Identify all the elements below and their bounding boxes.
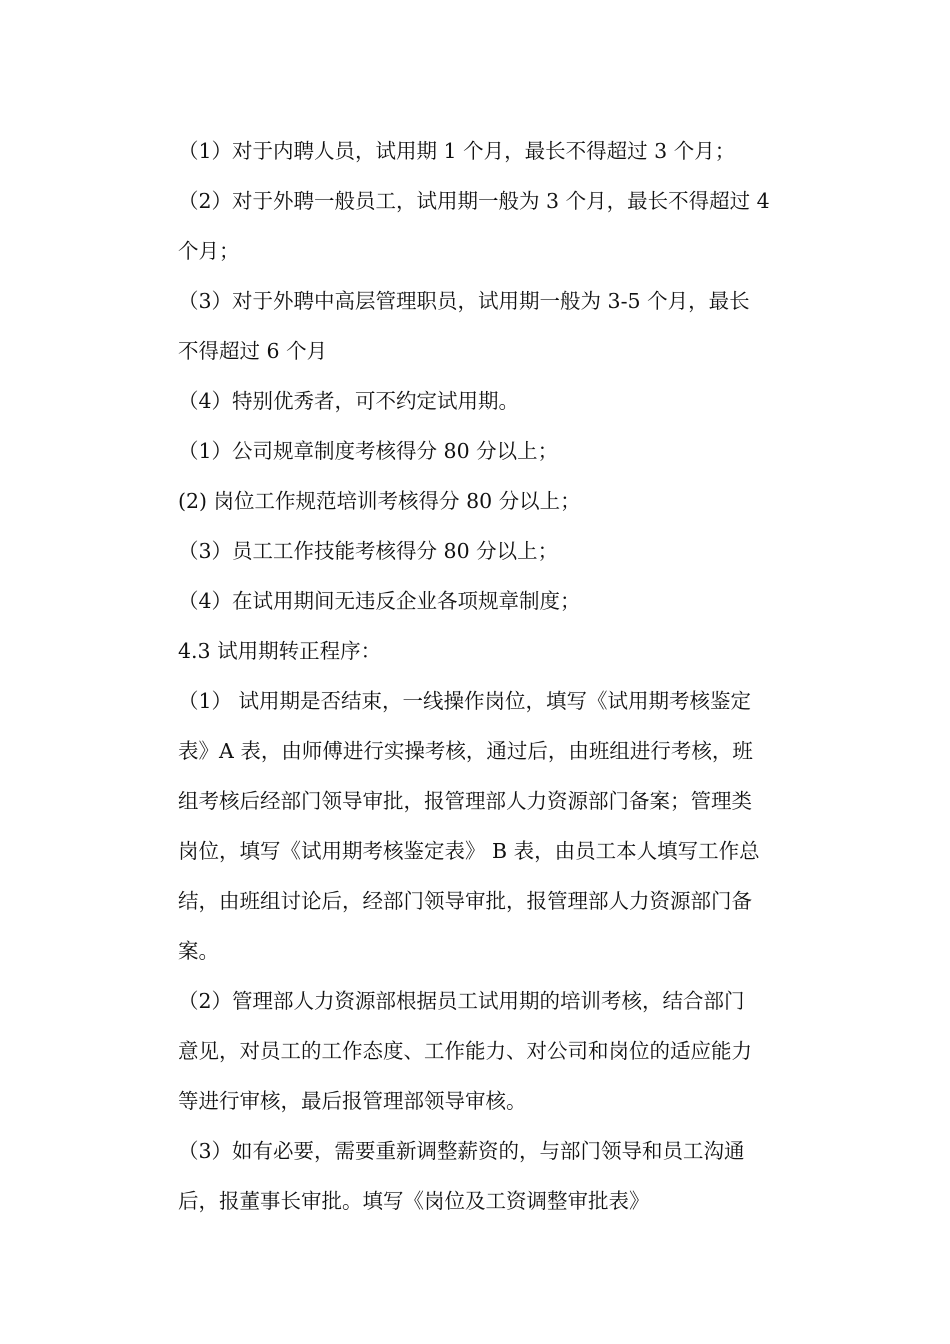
text-line: （2）管理部人力资源部根据员工试用期的培训考核，结合部门 [178,989,745,1013]
text-line: 等进行审核，最后报管理部领导审核。 [178,1089,527,1113]
text-line: （3）对于外聘中高层管理职员，试用期一般为 3-5 个月，最长 [178,289,750,313]
text-line: 案。 [178,939,219,963]
text-line: 意见，对员工的工作态度、工作能力、对公司和岗位的适应能力 [178,1039,752,1063]
text-line: （1）对于内聘人员，试用期 1 个月，最长不得超过 3 个月； [178,139,736,163]
text-line: （1） 试用期是否结束，一线操作岗位，填写《试用期考核鉴定 [178,689,752,713]
text-line: （4）特别优秀者，可不约定试用期。 [178,389,520,413]
text-line: 组考核后经部门领导审批，报管理部人力资源部门备案；管理类 [178,789,752,813]
text-line: 岗位，填写《试用期考核鉴定表》 B 表，由员工本人填写工作总 [178,839,760,863]
text-line: （3）员工工作技能考核得分 80 分以上； [178,539,559,563]
text-line: 后，报董事长审批。填写《岗位及工资调整审批表》 [178,1189,650,1213]
section-heading: 4.3 试用期转正程序： [178,639,382,663]
text-line: （1）公司规章制度考核得分 80 分以上； [178,439,559,463]
text-line: 个月； [178,239,240,263]
text-line: 表》A 表，由师傅进行实操考核，通过后，由班组进行考核，班 [178,739,753,763]
text-line: (2) 岗位工作规范培训考核得分 80 分以上； [178,489,581,513]
text-line: （4）在试用期间无违反企业各项规章制度； [178,589,581,613]
text-line: 不得超过 6 个月 [178,339,328,363]
text-line: 结，由班组讨论后，经部门领导审批，报管理部人力资源部门备 [178,889,752,913]
text-line: （3）如有必要，需要重新调整薪资的，与部门领导和员工沟通 [178,1139,745,1163]
text-line: （2）对于外聘一般员工，试用期一般为 3 个月，最长不得超过 4 [178,189,770,213]
